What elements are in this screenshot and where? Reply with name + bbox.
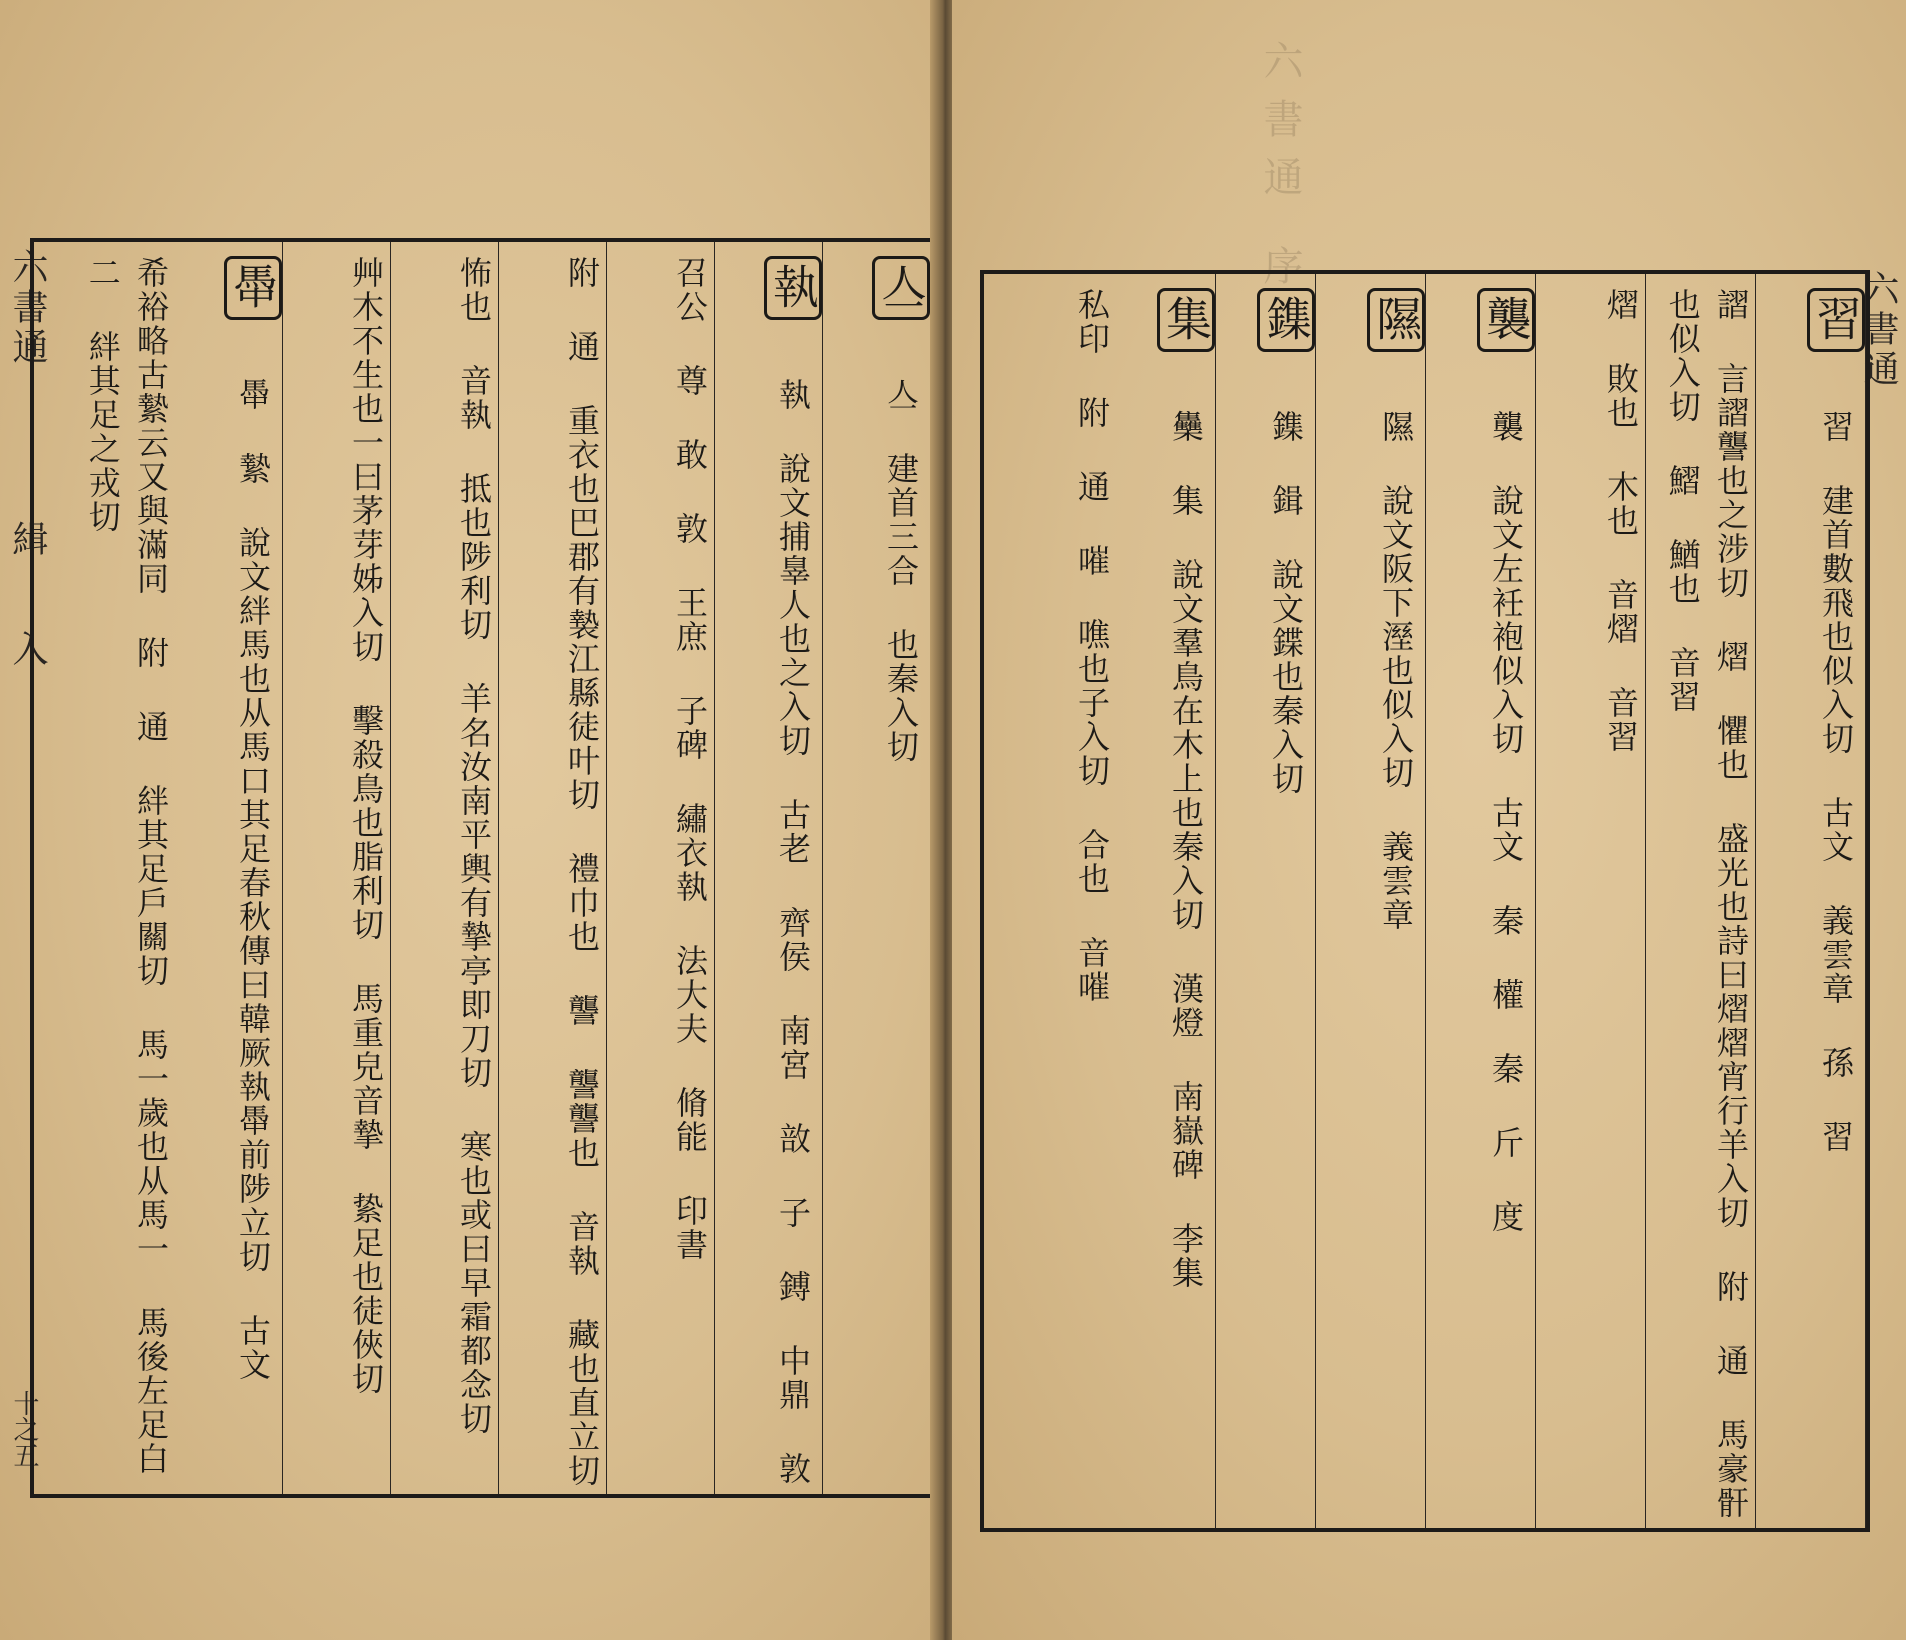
entry-head: 鏶	[1257, 288, 1315, 352]
left-column-3	[607, 242, 715, 1494]
right-column-6	[1216, 274, 1316, 1528]
entry-head: 襲	[1477, 288, 1535, 352]
left-column-5	[391, 242, 499, 1494]
left-page	[0, 0, 936, 1640]
left-column-7	[175, 242, 283, 1494]
left-edge-title: 六書通	[7, 248, 48, 368]
left-edge-tone: 入	[7, 630, 48, 670]
entry-head: 馽	[224, 256, 282, 320]
right-column-1	[1756, 274, 1866, 1528]
left-folio: 十之五	[9, 1390, 39, 1468]
entry-head: 亼	[872, 256, 930, 320]
right-column-8	[984, 274, 1116, 1528]
right-text-frame	[980, 270, 1870, 1532]
entry-text: 鏶 鍓 說文鍱也秦入切	[1267, 410, 1305, 796]
entry-text: 謵 言謵讋也之涉切 熠 懼也 盛光也詩曰熠熠宵行羊入切 附 通 馬豪骭也似入切 鰼 鰌也 音習	[1663, 288, 1750, 1520]
entry-text: 希裕略古縶云又與滿同 附 通 絆其足戶關切 馬一歲也从馬一 馬後左足白二 絆其足之戎切	[83, 256, 170, 1476]
entry-text: 習 建首數飛也似入切 古文 義雲章 孫 習	[1817, 410, 1855, 1154]
entry-text: 隰 說文阪下溼也似入切 義雲章	[1377, 410, 1415, 932]
left-column-6	[283, 242, 391, 1494]
entry-head: 習	[1807, 288, 1865, 352]
entry-text: 召公 尊 敢 敦 王庶 子碑 繡衣執 法大夫 脩能 印書	[671, 256, 709, 1262]
left-column-1	[823, 242, 931, 1494]
right-column-3	[1536, 274, 1646, 1528]
entry-text: 襲 說文左衽袍似入切 古文 秦 權 秦 斤 度	[1487, 410, 1525, 1234]
show-through-text: 六書通 序	[1257, 40, 1303, 303]
right-column-5	[1316, 274, 1426, 1528]
right-edge-title: 六書通	[1858, 270, 1899, 390]
right-column-7	[1116, 274, 1216, 1528]
left-text-frame	[30, 238, 935, 1498]
entry-text: 馽 縶 說文絆馬也从馬口其足春秋傳曰韓厥執馽前陟立切 古文	[234, 378, 272, 1382]
entry-text: 艸木不生也一曰茅芽姊入切 擊殺鳥也脂利切 馬重皃音摯 絷足也徒俠切	[347, 256, 385, 1396]
right-column-4	[1426, 274, 1536, 1528]
left-column-4	[499, 242, 607, 1494]
right-column-2	[1646, 274, 1756, 1528]
entry-text: 雧 集 說文羣鳥在木上也秦入切 漢燈 南嶽碑 李集	[1167, 410, 1205, 1290]
entry-head: 隰	[1367, 288, 1425, 352]
left-edge-section: 緝	[7, 520, 48, 560]
left-column-8	[34, 242, 175, 1494]
entry-text: 熠 敗也 木也 音熠 音習	[1602, 288, 1640, 754]
right-page	[952, 0, 1906, 1640]
entry-head: 執	[764, 256, 822, 320]
left-column-2	[715, 242, 823, 1494]
entry-text: 執 說文捕辠人也之入切 古老 齊侯 南宮 敨 子 鎛 中鼎 敦	[774, 378, 812, 1486]
entry-text: 私印 附 通 嗺 噍也子入切 合也 音嗺	[1073, 288, 1111, 1004]
entry-text: 亼 建首三合 也秦入切	[882, 378, 920, 764]
entry-text: 怖也 音執 抵也陟利切 羊名汝南平輿有摯亭即刀切 寒也或曰早霜都念切	[455, 256, 493, 1436]
entry-head: 集	[1157, 288, 1215, 352]
entry-text: 附 通 重衣也巴郡有褺江縣徒叶切 禮巾也 讋 讋讋也 音執 藏也直立切	[563, 256, 601, 1488]
